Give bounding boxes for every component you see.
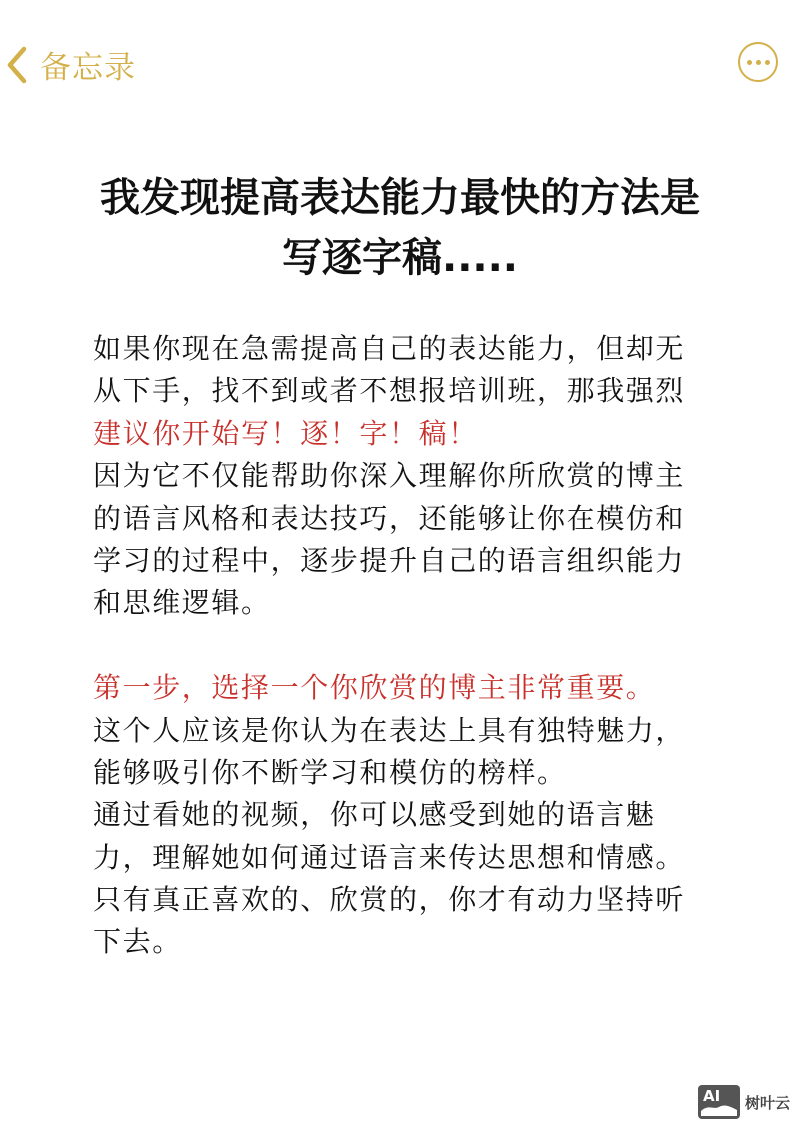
body-line (93, 625, 733, 667)
dot-icon (747, 60, 752, 65)
more-options-button[interactable] (738, 42, 778, 82)
body-line: 通过看她的视频，你可以感受到她的语言魅 (93, 798, 656, 832)
body-line: 和思维逻辑。 (93, 586, 271, 620)
body-line: 这个人应该是你认为在表达上具有独特魅力， (93, 713, 686, 747)
body-line: 的语言风格和表达技巧，还能够让你在模仿和 (93, 501, 686, 535)
body-line: 建议你开始写！逐！字！稿！ (93, 416, 478, 450)
back-label: 备忘录 (40, 50, 136, 86)
title-line: 我发现提高表达能力最快的方法是 (100, 175, 700, 221)
body-line: 能够吸引你不断学习和模仿的榜样。 (93, 755, 567, 789)
watermark (698, 1085, 790, 1119)
dot-icon (765, 60, 770, 65)
chevron-left-icon (4, 45, 30, 85)
body-line: 学习的过程中，逐步提升自己的语言组织能力 (93, 543, 686, 577)
body-line: 从下手，找不到或者不想报培训班，那我强烈 (93, 374, 686, 408)
body-line: 如果你现在急需提高自己的表达能力，但却无 (93, 332, 686, 365)
back-button[interactable] (4, 42, 136, 87)
body-line: 下去。 (93, 925, 182, 959)
note-title (0, 168, 800, 288)
dot-icon (756, 60, 761, 65)
body-line: 第一步，选择一个你欣赏的博主非常重要。 (93, 671, 656, 705)
title-line: 写逐字稿..... (282, 235, 518, 281)
logo-text: AI (703, 1087, 721, 1105)
watermark-text: 树叶云 (745, 1093, 791, 1112)
body-line: 只有真正喜欢的、欣赏的，你才有动力坚持听 (93, 883, 686, 917)
body-line: 力，理解她如何通过语言来传达思想和情感。 (93, 840, 686, 874)
image-logo-icon (698, 1085, 740, 1119)
nav-bar (0, 38, 800, 88)
note-body (93, 328, 733, 964)
body-line: 因为它不仅能帮助你深入理解你所欣赏的博主 (93, 459, 686, 493)
